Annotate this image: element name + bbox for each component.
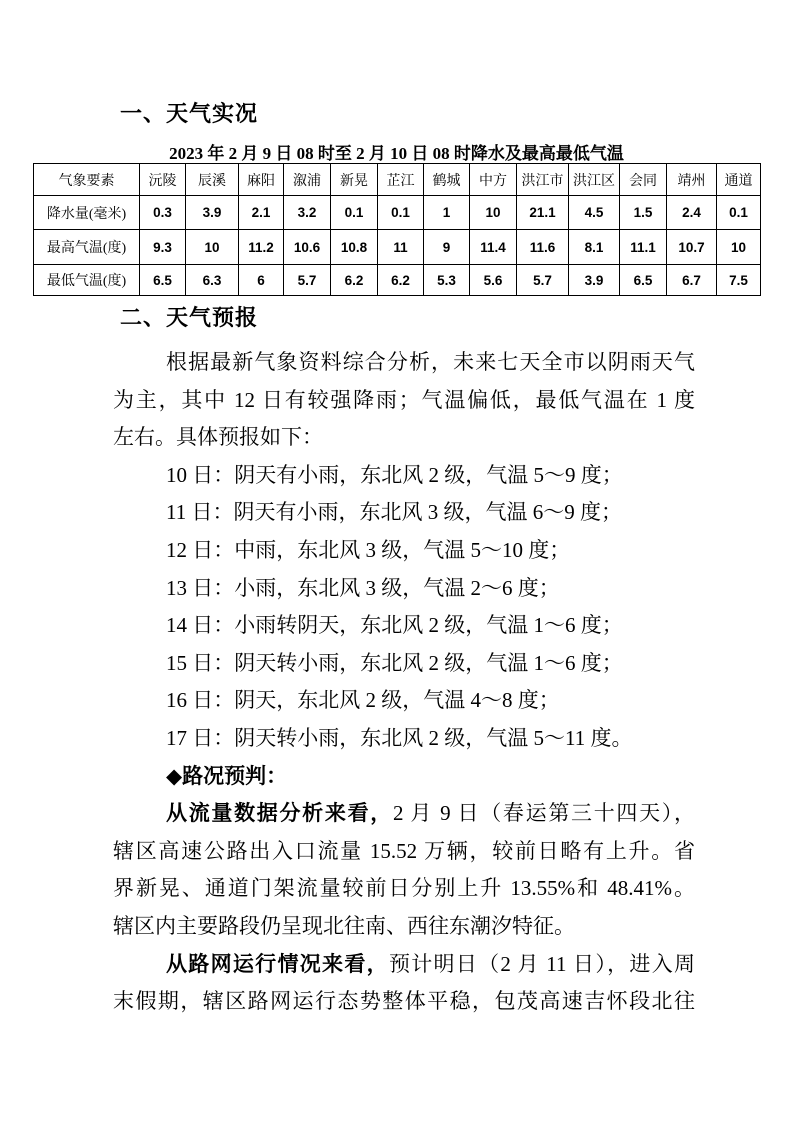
table-cell: 6.7 [667, 265, 717, 296]
table-header-cell: 通道 [717, 164, 761, 196]
document-body [113, 344, 695, 1021]
table-cell: 2.4 [667, 196, 717, 230]
table-header-cell: 洪江市 [517, 164, 569, 196]
table-header-row [34, 164, 761, 196]
forecast-line-11: 11 日：阴天有小雨，东北风 3 级，气温 6～9 度； [166, 500, 622, 525]
table-cell: 10.7 [667, 230, 717, 265]
table-cell: 3.9 [569, 265, 620, 296]
table-header-cell: 会同 [620, 164, 667, 196]
road-network-line: 末假期，辖区路网运行态势整体平稳，包茂高速吉怀段北往 [113, 989, 695, 1014]
table-row-label: 降水量(毫米) [34, 196, 140, 230]
table-cell: 7.5 [717, 265, 761, 296]
forecast-line-13: 13 日：小雨，东北风 3 级，气温 2～6 度； [166, 575, 560, 600]
table-header-cell: 新晃 [331, 164, 378, 196]
table-cell: 0.3 [140, 196, 186, 230]
road-network-lead-in: 从路网运行情况来看， [166, 951, 389, 976]
table-cell: 10 [717, 230, 761, 265]
intro-line: 左右。具体预报如下： [113, 425, 323, 450]
table-row [34, 230, 761, 265]
table-cell: 10.8 [331, 230, 378, 265]
table-cell: 0.1 [378, 196, 424, 230]
forecast-line-10: 10 日：阴天有小雨，东北风 2 级，气温 5～9 度； [166, 462, 623, 487]
table-cell: 11.2 [239, 230, 284, 265]
table-cell: 1 [424, 196, 470, 230]
road-network-text: 预计明日（2 月 11 日），进入周 [388, 951, 695, 976]
traffic-flow-lead-in: 从流量数据分析来看， [166, 801, 393, 826]
table-cell: 3.9 [186, 196, 239, 230]
table-cell: 0.1 [331, 196, 378, 230]
section-1-heading: 一、天气实况 [120, 101, 259, 126]
table-cell: 4.5 [569, 196, 620, 230]
table-cell: 6.3 [186, 265, 239, 296]
table-cell: 5.3 [424, 265, 470, 296]
weather-table-title: 2023 年 2 月 9 日 08 时至 2 月 10 日 08 时降水及最高最低气温 [169, 144, 624, 163]
table-row [34, 196, 761, 230]
table-row-label: 最高气温(度) [34, 230, 140, 265]
table-cell: 8.1 [569, 230, 620, 265]
table-header-cell: 中方 [470, 164, 517, 196]
intro-line: 为主，其中 12 日有较强降雨；气温偏低，最低气温在 1 度 [113, 387, 695, 412]
table-cell: 6.5 [620, 265, 667, 296]
table-cell: 21.1 [517, 196, 569, 230]
table-header-cell: 芷江 [378, 164, 424, 196]
table-row-label: 最低气温(度) [34, 265, 140, 296]
intro-line: 根据最新气象资料综合分析，未来七天全市以阴雨天气 [166, 350, 695, 374]
table-header-cell: 鹤城 [424, 164, 470, 196]
traffic-flow-line: 辖区高速公路出入口流量 15.52 万辆，较前日略有上升。省 [113, 838, 695, 863]
table-header-cell: 靖州 [667, 164, 717, 196]
table-cell: 3.2 [284, 196, 331, 230]
table-cell: 6 [239, 265, 284, 296]
table-cell: 11.1 [620, 230, 667, 265]
table-header-cell: 溆浦 [284, 164, 331, 196]
table-cell: 9.3 [140, 230, 186, 265]
table-header-cell: 气象要素 [34, 164, 140, 196]
traffic-flow-line: 辖区内主要路段仍呈现北往南、西往东潮汐特征。 [113, 913, 575, 938]
table-cell: 6.2 [331, 265, 378, 296]
table-cell: 11.6 [517, 230, 569, 265]
weather-table [33, 163, 761, 296]
table-cell: 5.6 [470, 265, 517, 296]
road-conditions-heading: ◆路况预判： [166, 763, 288, 788]
table-cell: 6.5 [140, 265, 186, 296]
table-cell: 5.7 [517, 265, 569, 296]
table-cell: 10 [186, 230, 239, 265]
table-cell: 11 [378, 230, 424, 265]
road-network-line [113, 946, 695, 984]
forecast-line-14: 14 日：小雨转阴天，东北风 2 级，气温 1～6 度； [166, 613, 623, 638]
table-header-cell: 辰溪 [186, 164, 239, 196]
traffic-flow-line [113, 795, 695, 833]
table-cell: 10.6 [284, 230, 331, 265]
section-2-heading: 二、天气预报 [120, 305, 259, 330]
table-header-cell: 洪江区 [569, 164, 620, 196]
table-cell: 9 [424, 230, 470, 265]
traffic-flow-line: 界新晃、通道门架流量较前日分别上升 13.55%和 48.41%。 [113, 876, 695, 901]
forecast-line-15: 15 日：阴天转小雨，东北风 2 级，气温 1～6 度； [166, 650, 623, 675]
table-cell: 11.4 [470, 230, 517, 265]
table-row [34, 265, 761, 296]
forecast-line-17: 17 日：阴天转小雨，东北风 2 级，气温 5～11 度。 [166, 725, 633, 750]
table-cell: 10 [470, 196, 517, 230]
table-header-cell: 沅陵 [140, 164, 186, 196]
table-cell: 0.1 [717, 196, 761, 230]
traffic-flow-text: 2 月 9 日（春运第三十四天）， [392, 801, 696, 826]
table-cell: 6.2 [378, 265, 424, 296]
table-cell: 1.5 [620, 196, 667, 230]
table-header-cell: 麻阳 [239, 164, 284, 196]
forecast-line-12: 12 日：中雨，东北风 3 级，气温 5～10 度； [166, 537, 571, 562]
table-cell: 5.7 [284, 265, 331, 296]
forecast-line-16: 16 日：阴天，东北风 2 级，气温 4～8 度； [166, 688, 560, 713]
table-cell: 2.1 [239, 196, 284, 230]
